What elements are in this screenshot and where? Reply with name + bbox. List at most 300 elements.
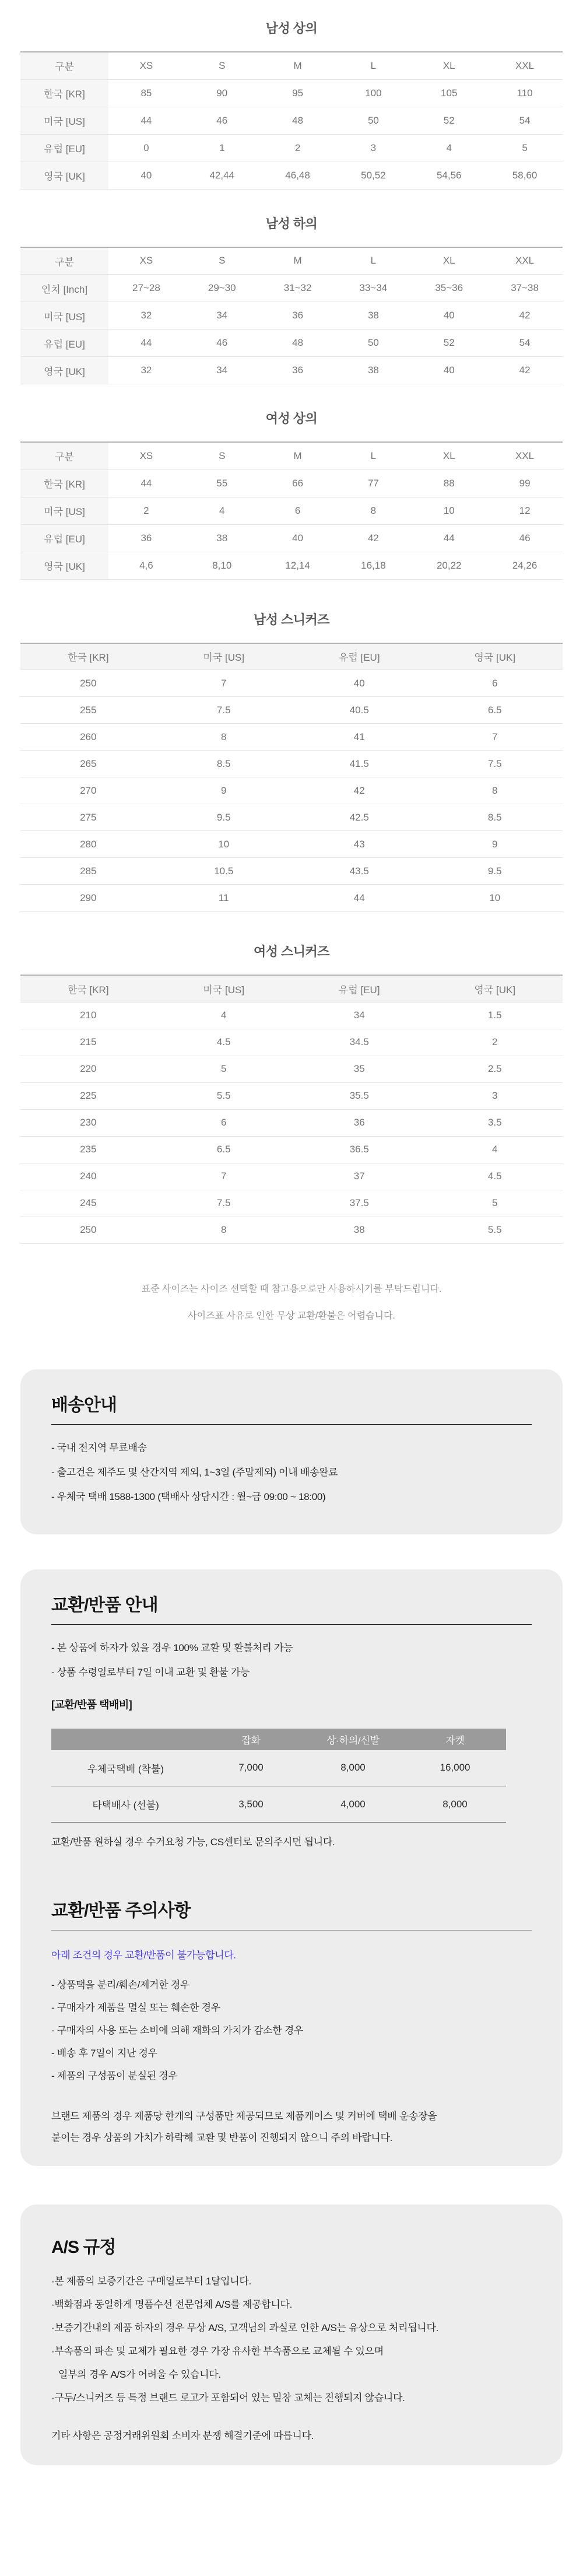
shipping-item: - 우체국 택배 1588-1300 (택배사 상담시간 : 월~금 09:00 ~ 18:00) — [51, 1491, 326, 1502]
table-row — [20, 497, 563, 524]
size-value: 42 — [292, 777, 427, 804]
row-label: 영국 [UK] — [20, 357, 108, 384]
size-value: 285 — [20, 858, 156, 885]
fee-value: 16,000 — [404, 1750, 506, 1786]
size-value: 37~38 — [487, 275, 563, 302]
size-value: 12,14 — [260, 552, 336, 579]
column-header: XL — [411, 247, 487, 275]
exchange-item: - 상품 수령일로부터 7일 이내 교환 및 환불 가능 — [51, 1666, 250, 1678]
size-value: 44 — [411, 524, 487, 552]
corner-label: 구분 — [20, 247, 108, 275]
sneaker-size-table — [20, 975, 563, 1244]
table-row — [20, 1109, 563, 1136]
size-value: 3 — [335, 134, 411, 162]
size-value: 245 — [20, 1190, 156, 1217]
size-value: 38 — [184, 524, 260, 552]
fee-row — [51, 1750, 506, 1786]
column-header: M — [260, 52, 336, 79]
column-header: S — [184, 247, 260, 275]
column-header: S — [184, 442, 260, 469]
table-row — [20, 1190, 563, 1217]
fee-table — [51, 1729, 506, 1823]
notice-item: - 제품의 구성품이 분실된 경우 — [51, 2070, 178, 2081]
size-value: 0 — [108, 134, 184, 162]
exchange-notice-paragraph-line-2: 붙이는 경우 상품의 가치가 하락해 교환 및 반품이 진행되지 않으니 주의 바랍니다. — [51, 2132, 393, 2143]
size-value: 4,6 — [108, 552, 184, 579]
header-row — [51, 1729, 506, 1750]
fee-value: 8,000 — [302, 1750, 404, 1786]
size-value: 34 — [184, 357, 260, 384]
size-value: 35 — [292, 1056, 427, 1082]
as-item: ·구두/스니커즈 등 특정 브랜드 로고가 포함되어 있는 밑창 교체는 진행되지 않습니다. — [51, 2392, 405, 2403]
title-underline — [51, 1624, 532, 1625]
size-value: 3 — [427, 1082, 563, 1109]
row-label: 한국 [KR] — [20, 469, 108, 497]
column-header: XL — [411, 442, 487, 469]
as-policy-card — [20, 2205, 563, 2465]
as-footer-text: 기타 사항은 공정거래위원회 소비자 분쟁 해결기준에 따릅니다. — [51, 2430, 314, 2441]
size-value: 40.5 — [292, 697, 427, 724]
size-value: 77 — [335, 469, 411, 497]
size-value: 9.5 — [427, 858, 563, 885]
column-header: M — [260, 247, 336, 275]
size-value: 11 — [156, 885, 292, 912]
size-value: 46 — [184, 330, 260, 357]
size-value: 260 — [20, 724, 156, 751]
size-value: 32 — [108, 357, 184, 384]
size-value: 230 — [20, 1109, 156, 1136]
table-row — [20, 552, 563, 579]
size-value: 9.5 — [156, 804, 292, 831]
table-row — [20, 1163, 563, 1190]
size-value: 38 — [292, 1217, 427, 1243]
size-value: 110 — [487, 79, 563, 107]
table-row — [20, 79, 563, 107]
fee-value: 7,000 — [200, 1750, 302, 1786]
size-value: 42,44 — [184, 162, 260, 189]
shipping-card-title: 배송안내 — [51, 1395, 117, 1415]
as-item: 일부의 경우 A/S가 어려울 수 있습니다. — [58, 2369, 221, 2380]
size-value: 31~32 — [260, 275, 336, 302]
row-label: 한국 [KR] — [20, 79, 108, 107]
size-value: 33~34 — [335, 275, 411, 302]
column-header: XS — [108, 442, 184, 469]
size-value: 42.5 — [292, 804, 427, 831]
size-value: 85 — [108, 79, 184, 107]
size-value: 8 — [156, 724, 292, 751]
size-value: 50,52 — [335, 162, 411, 189]
table-row — [20, 751, 563, 777]
size-table-block — [0, 21, 583, 190]
size-value: 54,56 — [411, 162, 487, 189]
size-value: 5 — [156, 1056, 292, 1082]
header-row — [20, 442, 563, 469]
fee-corner-empty — [51, 1729, 200, 1750]
row-label: 미국 [US] — [20, 107, 108, 134]
column-header: 한국 [KR] — [20, 643, 156, 670]
as-item: ·부속품의 파손 및 교체가 필요한 경우 가장 유사한 부속품으로 교체될 수 있으며 — [51, 2346, 384, 2357]
table-head — [51, 1729, 506, 1750]
size-value: 210 — [20, 1002, 156, 1029]
size-value: 44 — [292, 885, 427, 912]
header-row — [20, 643, 563, 670]
size-value: 54 — [487, 330, 563, 357]
sneaker-table-title: 남성 스니커즈 — [253, 612, 330, 627]
fee-row-label: 우체국택배 (착불) — [51, 1750, 200, 1786]
table-row — [20, 469, 563, 497]
size-value: 41 — [292, 724, 427, 751]
column-header: XXL — [487, 52, 563, 79]
size-table-block — [0, 411, 583, 580]
size-value: 275 — [20, 804, 156, 831]
exchange-notice-highlight: 아래 조건의 경우 교환/반품이 불가능합니다. — [51, 1950, 236, 1961]
column-header: 영국 [UK] — [427, 643, 563, 670]
sneaker-table-block — [0, 612, 583, 912]
size-value: 4.5 — [427, 1163, 563, 1190]
size-value: 24,26 — [487, 552, 563, 579]
table-row — [20, 1217, 563, 1243]
table-head — [20, 442, 563, 469]
size-value: 4 — [427, 1136, 563, 1163]
table-head — [20, 52, 563, 79]
column-header: 유럽 [EU] — [292, 643, 427, 670]
size-value: 37 — [292, 1163, 427, 1190]
table-body — [20, 275, 563, 384]
size-value: 4.5 — [156, 1029, 292, 1056]
table-row — [20, 162, 563, 189]
notice-item: - 구매자가 제품을 멸실 또는 훼손한 경우 — [51, 2002, 220, 2013]
size-value: 46 — [184, 107, 260, 134]
table-body — [20, 79, 563, 189]
size-value: 52 — [411, 107, 487, 134]
size-value: 9 — [156, 777, 292, 804]
size-value: 290 — [20, 885, 156, 912]
size-value: 7 — [156, 670, 292, 697]
table-row — [20, 697, 563, 724]
fee-value: 8,000 — [404, 1786, 506, 1823]
row-label: 유럽 [EU] — [20, 524, 108, 552]
size-charts-section — [0, 21, 583, 1244]
size-note-line-1: 표준 사이즈는 사이즈 선택할 때 참고용으로만 사용하시기를 부탁드립니다. — [141, 1284, 442, 1294]
header-row — [20, 247, 563, 275]
column-header: L — [335, 247, 411, 275]
size-value: 12 — [487, 497, 563, 524]
size-table — [20, 247, 563, 385]
size-value: 105 — [411, 79, 487, 107]
table-row — [20, 1136, 563, 1163]
shipping-item-list — [51, 1442, 532, 1503]
size-value: 255 — [20, 697, 156, 724]
column-header: L — [335, 52, 411, 79]
table-head — [20, 975, 563, 1002]
product-info-page — [0, 21, 583, 2465]
size-value: 42 — [335, 524, 411, 552]
row-label: 미국 [US] — [20, 302, 108, 330]
table-row — [20, 302, 563, 330]
exchange-item: - 본 상품에 하자가 있을 경우 100% 교환 및 환불처리 가능 — [51, 1642, 293, 1653]
row-label: 인치 [Inch] — [20, 275, 108, 302]
size-value: 88 — [411, 469, 487, 497]
column-header: 미국 [US] — [156, 975, 292, 1002]
row-label: 영국 [UK] — [20, 552, 108, 579]
as-item: ·백화점과 동일하게 명품수선 전문업체 A/S를 제공합니다. — [51, 2299, 293, 2310]
size-value: 40 — [292, 670, 427, 697]
size-value: 250 — [20, 1217, 156, 1243]
size-value: 55 — [184, 469, 260, 497]
size-value: 8.5 — [427, 804, 563, 831]
size-value: 10 — [156, 831, 292, 858]
size-value: 35.5 — [292, 1082, 427, 1109]
size-value: 36 — [260, 302, 336, 330]
size-note — [0, 1284, 583, 1322]
size-value: 95 — [260, 79, 336, 107]
exchange-return-card — [20, 1569, 563, 2167]
table-row — [20, 1056, 563, 1082]
shipping-info-card — [20, 1369, 563, 1534]
as-card-title: A/S 규정 — [51, 2238, 116, 2257]
column-header: 유럽 [EU] — [292, 975, 427, 1002]
size-value: 42 — [487, 302, 563, 330]
size-value: 43.5 — [292, 858, 427, 885]
size-value: 46,48 — [260, 162, 336, 189]
size-value: 7.5 — [427, 751, 563, 777]
column-header: XS — [108, 52, 184, 79]
size-value: 7 — [156, 1163, 292, 1190]
size-value: 48 — [260, 107, 336, 134]
size-value: 2 — [108, 497, 184, 524]
size-value: 37.5 — [292, 1190, 427, 1217]
fee-column-header: 상·하의/신발 — [302, 1729, 404, 1750]
size-table-title: 남성 하의 — [265, 216, 318, 231]
size-value: 8 — [335, 497, 411, 524]
size-value: 36 — [108, 524, 184, 552]
column-header: L — [335, 442, 411, 469]
size-value: 6 — [260, 497, 336, 524]
size-table-title: 여성 상의 — [265, 411, 318, 426]
exchange-notice-title: 교환/반품 주의사항 — [51, 1901, 191, 1920]
size-value: 40 — [108, 162, 184, 189]
size-value: 2.5 — [427, 1056, 563, 1082]
size-value: 235 — [20, 1136, 156, 1163]
size-value: 44 — [108, 107, 184, 134]
row-label: 유럽 [EU] — [20, 134, 108, 162]
table-row — [20, 804, 563, 831]
size-table-title: 남성 상의 — [265, 21, 318, 36]
exchange-notice-list — [51, 1979, 532, 2082]
size-table — [20, 441, 563, 580]
fee-row-label: 타택배사 (선불) — [51, 1786, 200, 1823]
size-value: 7.5 — [156, 697, 292, 724]
table-body — [51, 1750, 506, 1823]
size-value: 4 — [411, 134, 487, 162]
table-row — [20, 357, 563, 384]
header-row — [20, 52, 563, 79]
size-value: 220 — [20, 1056, 156, 1082]
size-value: 5.5 — [156, 1082, 292, 1109]
size-table-block — [0, 216, 583, 385]
size-value: 8 — [427, 777, 563, 804]
table-row — [20, 1029, 563, 1056]
column-header: S — [184, 52, 260, 79]
size-value: 9 — [427, 831, 563, 858]
table-row — [20, 107, 563, 134]
size-value: 240 — [20, 1163, 156, 1190]
size-value: 43 — [292, 831, 427, 858]
header-row — [20, 975, 563, 1002]
table-row — [20, 831, 563, 858]
size-value: 29~30 — [184, 275, 260, 302]
size-value: 5.5 — [427, 1217, 563, 1243]
table-head — [20, 643, 563, 670]
size-value: 40 — [411, 302, 487, 330]
sneaker-table-block — [0, 944, 583, 1244]
size-value: 2 — [427, 1029, 563, 1056]
exchange-item-list — [51, 1642, 532, 1678]
size-value: 50 — [335, 107, 411, 134]
size-value: 58,60 — [487, 162, 563, 189]
column-header: 한국 [KR] — [20, 975, 156, 1002]
size-value: 5 — [427, 1190, 563, 1217]
size-value: 50 — [335, 330, 411, 357]
size-value: 265 — [20, 751, 156, 777]
size-value: 41.5 — [292, 751, 427, 777]
size-value: 66 — [260, 469, 336, 497]
sneaker-table-title: 여성 스니커즈 — [253, 944, 330, 959]
as-item: ·본 제품의 보증기간은 구매일로부터 1달입니다. — [51, 2276, 251, 2287]
table-row — [20, 885, 563, 912]
row-label: 영국 [UK] — [20, 162, 108, 189]
size-value: 5 — [487, 134, 563, 162]
size-value: 34.5 — [292, 1029, 427, 1056]
size-value: 32 — [108, 302, 184, 330]
column-header: XXL — [487, 442, 563, 469]
fee-row — [51, 1786, 506, 1823]
exchange-notice-paragraph-line-1: 브랜드 제품의 경우 제품당 한개의 구성품만 제공되므로 제품케이스 및 커버에 택배 운송장을 — [51, 2111, 437, 2122]
shipping-item: - 출고건은 제주도 및 산간지역 제외, 1~3일 (주말제외) 이내 배송완료 — [51, 1466, 338, 1478]
fee-table-container — [51, 1729, 532, 1823]
size-value: 8.5 — [156, 751, 292, 777]
size-value: 4 — [156, 1002, 292, 1029]
size-value: 38 — [335, 357, 411, 384]
column-header: XXL — [487, 247, 563, 275]
size-value: 36.5 — [292, 1136, 427, 1163]
as-item-list — [51, 2276, 532, 2404]
corner-label: 구분 — [20, 442, 108, 469]
size-value: 52 — [411, 330, 487, 357]
table-row — [20, 1082, 563, 1109]
size-value: 225 — [20, 1082, 156, 1109]
size-value: 36 — [292, 1109, 427, 1136]
notice-item: - 상품택을 분리/훼손/제거한 경우 — [51, 1979, 190, 1990]
size-value: 8 — [156, 1217, 292, 1243]
size-value: 280 — [20, 831, 156, 858]
size-value: 42 — [487, 357, 563, 384]
shipping-item: - 국내 전지역 무료배송 — [51, 1442, 147, 1453]
size-value: 270 — [20, 777, 156, 804]
size-value: 7 — [427, 724, 563, 751]
notice-item: - 구매자의 사용 또는 소비에 의해 재화의 가치가 감소한 경우 — [51, 2025, 304, 2036]
size-value: 40 — [260, 524, 336, 552]
size-value: 48 — [260, 330, 336, 357]
size-value: 7.5 — [156, 1190, 292, 1217]
table-body — [20, 670, 563, 912]
as-item: ·보증기간내의 제품 하자의 경우 무상 A/S, 고객님의 과실로 인한 A/S는 유상으로 처리됩니다. — [51, 2322, 439, 2333]
size-value: 100 — [335, 79, 411, 107]
fee-column-header: 잡화 — [200, 1729, 302, 1750]
title-underline — [51, 1424, 532, 1425]
size-value: 44 — [108, 330, 184, 357]
fee-value: 4,000 — [302, 1786, 404, 1823]
size-value: 44 — [108, 469, 184, 497]
column-header: XS — [108, 247, 184, 275]
fee-column-header: 자켓 — [404, 1729, 506, 1750]
size-value: 6.5 — [156, 1136, 292, 1163]
fee-value: 3,500 — [200, 1786, 302, 1823]
table-row — [20, 134, 563, 162]
size-value: 54 — [487, 107, 563, 134]
column-header: XL — [411, 52, 487, 79]
size-value: 34 — [184, 302, 260, 330]
table-row — [20, 275, 563, 302]
size-value: 250 — [20, 670, 156, 697]
column-header: M — [260, 442, 336, 469]
exchange-card-title: 교환/반품 안내 — [51, 1595, 158, 1615]
table-head — [20, 247, 563, 275]
corner-label: 구분 — [20, 52, 108, 79]
size-value: 8,10 — [184, 552, 260, 579]
size-value: 4 — [184, 497, 260, 524]
size-value: 6 — [427, 670, 563, 697]
table-row — [20, 777, 563, 804]
column-header: 미국 [US] — [156, 643, 292, 670]
table-row — [20, 524, 563, 552]
row-label: 미국 [US] — [20, 497, 108, 524]
size-value: 35~36 — [411, 275, 487, 302]
size-value: 10.5 — [156, 858, 292, 885]
size-value: 46 — [487, 524, 563, 552]
size-value: 3.5 — [427, 1109, 563, 1136]
notice-item: - 배송 후 7일이 지난 경우 — [51, 2048, 157, 2059]
table-row — [20, 330, 563, 357]
size-value: 10 — [427, 885, 563, 912]
table-row — [20, 670, 563, 697]
fee-table-caption: [교환/반품 택배비] — [51, 1698, 132, 1711]
size-value: 16,18 — [335, 552, 411, 579]
size-value: 1 — [184, 134, 260, 162]
size-value: 6 — [156, 1109, 292, 1136]
size-note-line-2: 사이즈표 사유로 인한 무상 교환/환불은 어렵습니다. — [188, 1310, 395, 1321]
table-row — [20, 858, 563, 885]
size-value: 6.5 — [427, 697, 563, 724]
size-value: 99 — [487, 469, 563, 497]
size-value: 2 — [260, 134, 336, 162]
table-row — [20, 724, 563, 751]
size-value: 34 — [292, 1002, 427, 1029]
size-value: 40 — [411, 357, 487, 384]
table-body — [20, 1002, 563, 1243]
size-value: 1.5 — [427, 1002, 563, 1029]
table-body — [20, 469, 563, 579]
size-value: 10 — [411, 497, 487, 524]
size-value: 36 — [260, 357, 336, 384]
exchange-footer-text: 교환/반품 원하실 경우 수거요청 가능, CS센터로 문의주시면 됩니다. — [51, 1837, 335, 1848]
column-header: 영국 [UK] — [427, 975, 563, 1002]
size-value: 38 — [335, 302, 411, 330]
size-value: 90 — [184, 79, 260, 107]
size-value: 27~28 — [108, 275, 184, 302]
size-table — [20, 51, 563, 190]
table-row — [20, 1002, 563, 1029]
